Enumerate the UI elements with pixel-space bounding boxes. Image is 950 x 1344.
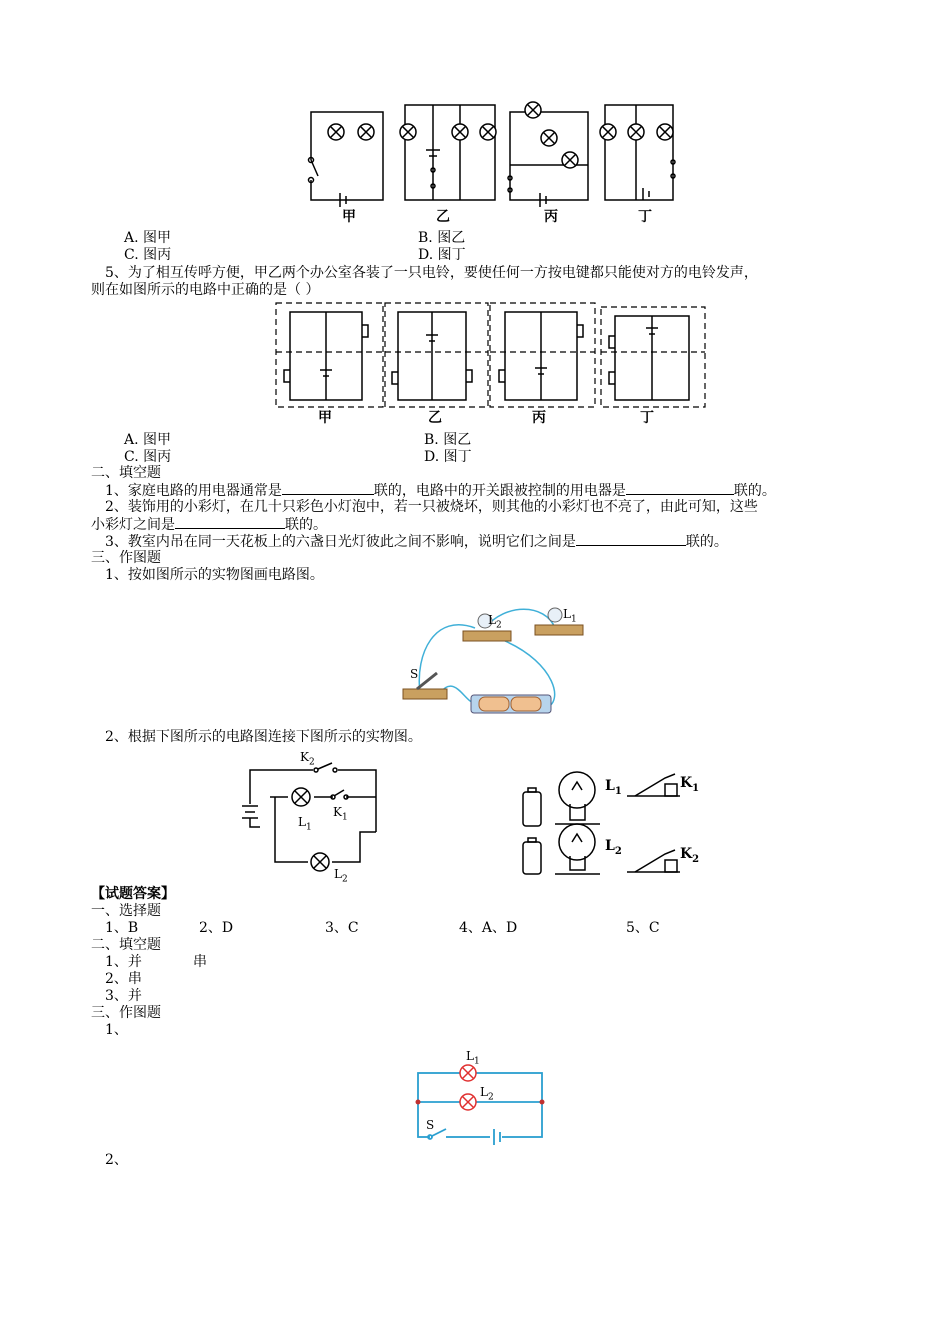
q4-label-ding: 丁 bbox=[638, 209, 652, 225]
q5-stem-line2: 则在如图所示的电路中正确的是（ ） bbox=[91, 282, 320, 298]
answer-choice-4: 4、A、D bbox=[459, 920, 518, 936]
fill-q3-text-b: 联的。 bbox=[685, 534, 728, 550]
answers-sec1: 一、选择题 bbox=[91, 903, 161, 919]
answers-sec2: 二、填空题 bbox=[91, 937, 161, 953]
q4-option-c: C. 图丙 bbox=[124, 247, 172, 263]
answer-fill-2: 2、串 bbox=[105, 971, 142, 987]
answer-draw-1: 1、 bbox=[105, 1022, 128, 1038]
q5-option-d: D. 图丁 bbox=[424, 449, 472, 465]
q5-label-bing: 丙 bbox=[532, 410, 546, 426]
fill-q1-blank2[interactable] bbox=[626, 482, 734, 495]
answer-draw-1-label-s: S bbox=[426, 1118, 435, 1132]
draw-q2-obj-label-l1: $L_1$ bbox=[605, 778, 622, 797]
fill-q1-text-b: 联的，电路中的开关跟被控制的用电器是 bbox=[373, 483, 626, 499]
q4-option-d: D. 图丁 bbox=[418, 247, 466, 263]
q4-label-yi: 乙 bbox=[436, 209, 450, 225]
fill-q1-text-a: 1、家庭电路的用电器通常是 bbox=[105, 483, 282, 499]
draw-q1: 1、按如图所示的实物图画电路图。 bbox=[105, 567, 324, 583]
fill-q3-text-a: 3、教室内吊在同一天花板上的六盏日光灯彼此之间不影响，说明它们之间是 bbox=[105, 534, 576, 550]
answer-fill-1b: 串 bbox=[193, 954, 207, 970]
q5-option-a: A. 图甲 bbox=[124, 432, 172, 448]
fill-q2-text-b: 小彩灯之间是 bbox=[91, 517, 175, 533]
answer-draw-1-label-l1: $L_1$ bbox=[466, 1049, 480, 1067]
fill-q3-blank[interactable] bbox=[576, 533, 686, 546]
q5-circuit-diagrams bbox=[0, 0, 950, 430]
q4-label-bing: 丙 bbox=[544, 209, 558, 225]
answers-sec3: 三、作图题 bbox=[91, 1005, 161, 1021]
draw-q2-label-l2: $L_2$ bbox=[334, 867, 348, 885]
fill-q1-blank1[interactable] bbox=[282, 482, 374, 495]
answers-title: 【试题答案】 bbox=[91, 886, 175, 902]
q5-label-jia: 甲 bbox=[318, 410, 332, 426]
q5-label-yi: 乙 bbox=[428, 410, 442, 426]
draw-q1-label-l2: $L_2$ bbox=[488, 613, 502, 631]
draw-q2-label-l1: $L_1$ bbox=[298, 815, 312, 833]
draw-q2: 2、根据下图所示的电路图连接下图所示的实物图。 bbox=[105, 729, 422, 745]
answer-draw-1-label-l2: $L_2$ bbox=[480, 1085, 494, 1103]
fill-q2-line2 bbox=[91, 516, 327, 534]
fill-q2-text-c: 联的。 bbox=[285, 517, 327, 533]
fill-q2-line1: 2、装饰用的小彩灯，在几十只彩色小灯泡中，若一只被烧坏，则其他的小彩灯也不亮了，由此可知，这些 bbox=[105, 499, 758, 515]
fill-heading: 二、填空题 bbox=[91, 465, 161, 481]
answer-fill-3: 3、并 bbox=[105, 988, 142, 1004]
draw-q2-circuit-diagram bbox=[238, 752, 398, 882]
fill-q1-text-c: 联的。 bbox=[733, 483, 776, 499]
q4-option-b: B. 图乙 bbox=[418, 230, 466, 246]
answer-draw-2: 2、 bbox=[105, 1152, 128, 1168]
draw-q2-obj-label-k2: $K_2$ bbox=[680, 846, 700, 865]
q5-stem-line1: 5、为了相互传呼方便，甲乙两个办公室各装了一只电铃，要使任何一方按电键都只能使对方的电铃发声， bbox=[105, 265, 758, 281]
draw-q2-label-k2: $K_2$ bbox=[300, 750, 315, 768]
answer-draw-1-circuit bbox=[410, 1065, 550, 1165]
q5-label-ding: 丁 bbox=[640, 410, 654, 426]
draw-q1-label-l1: $L_1$ bbox=[563, 607, 577, 625]
draw-q2-obj-label-l2: $L_2$ bbox=[605, 838, 622, 857]
fill-q2-blank[interactable] bbox=[175, 516, 285, 529]
fill-q1 bbox=[105, 482, 776, 500]
answer-choice-2: 2、D bbox=[199, 920, 234, 936]
q5-option-c: C. 图丙 bbox=[124, 449, 172, 465]
draw-heading: 三、作图题 bbox=[91, 550, 161, 566]
q5-option-b: B. 图乙 bbox=[424, 432, 472, 448]
q4-label-jia: 甲 bbox=[342, 209, 356, 225]
q4-option-a: A. 图甲 bbox=[124, 230, 172, 246]
answer-choice-1: 1、B bbox=[105, 920, 139, 936]
draw-q1-label-s: S bbox=[410, 667, 419, 681]
draw-q2-obj-label-k1: $K_1$ bbox=[680, 775, 700, 794]
draw-q2-label-k1: $K_1$ bbox=[333, 805, 348, 823]
answer-choice-3: 3、C bbox=[325, 920, 359, 936]
answer-choice-5: 5、C bbox=[626, 920, 660, 936]
answer-fill-1: 1、并 bbox=[105, 954, 142, 970]
fill-q3 bbox=[105, 533, 728, 551]
